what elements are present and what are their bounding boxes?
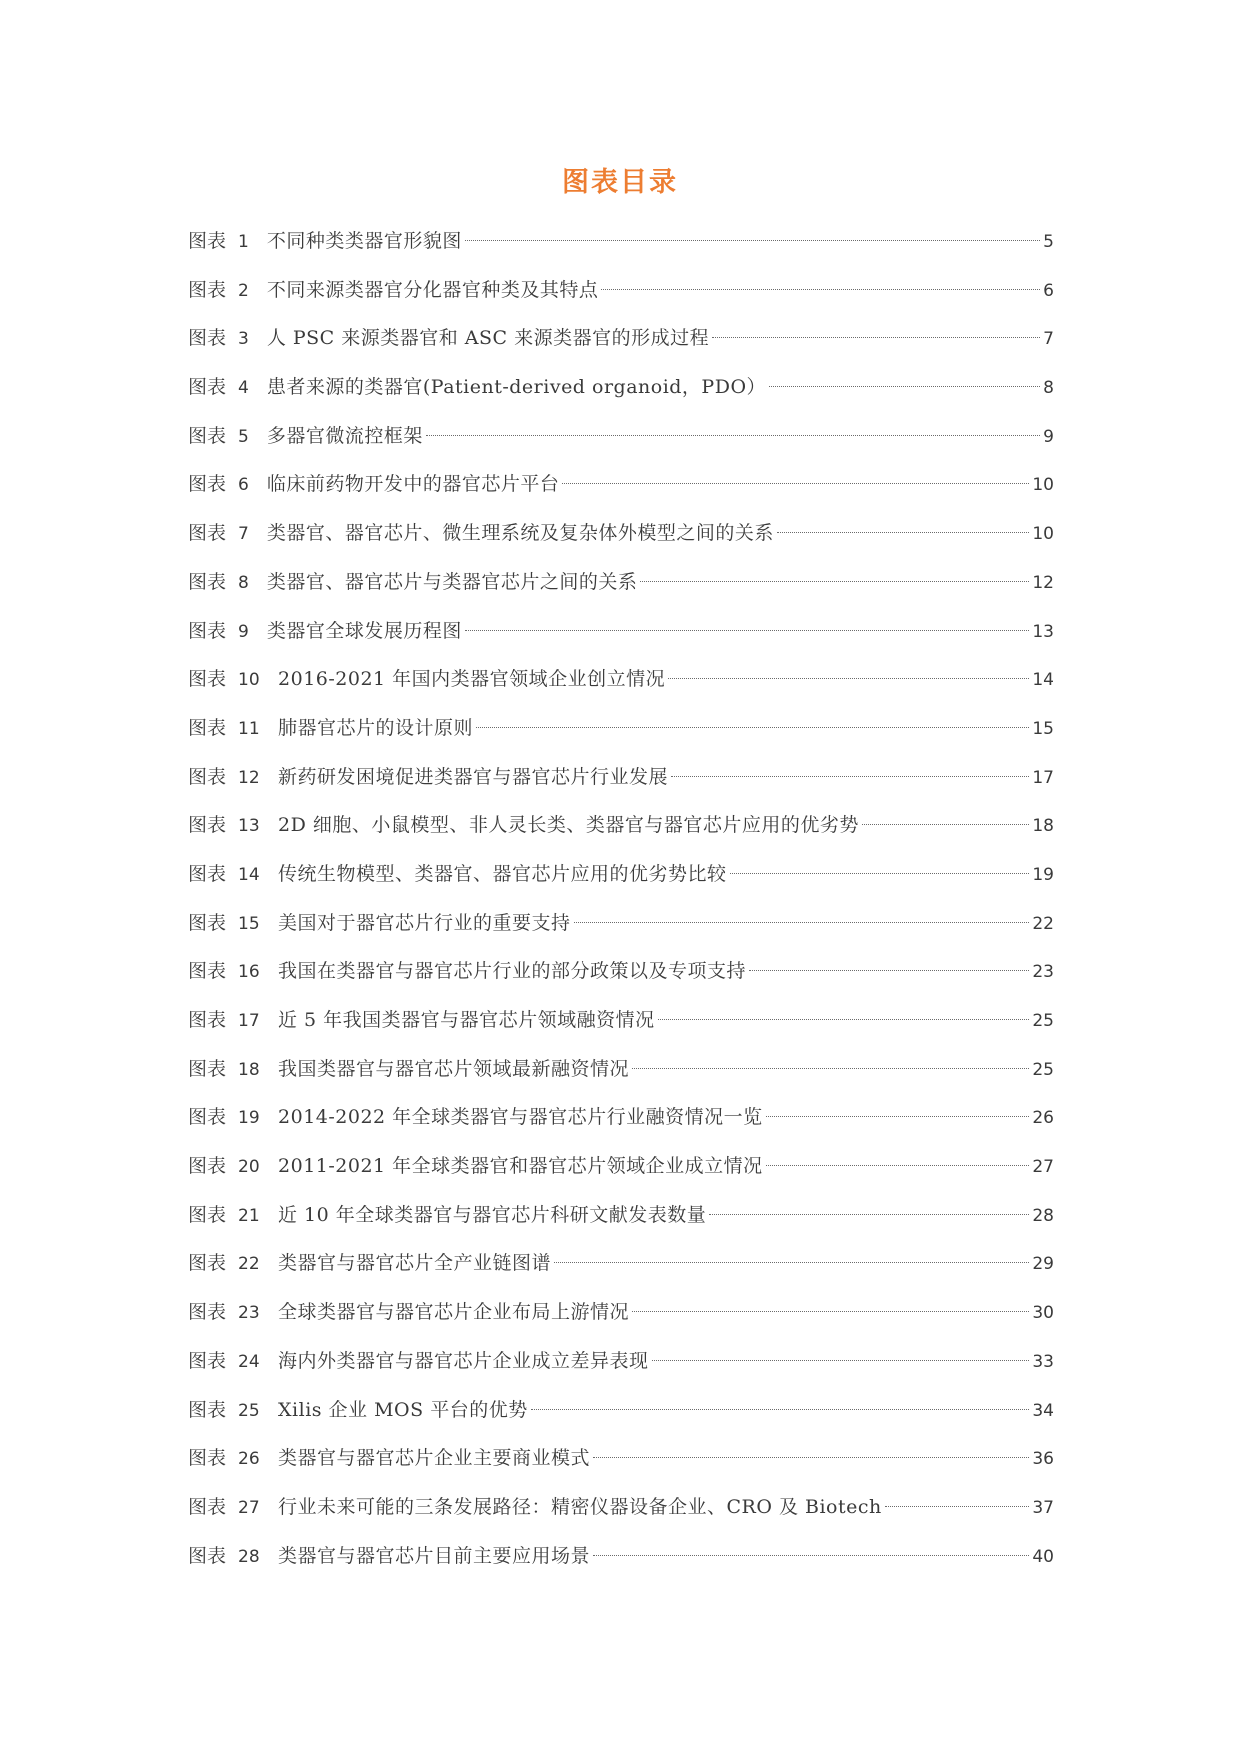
dot-leader — [730, 873, 1030, 874]
figure-number: 17 — [238, 1011, 260, 1031]
figure-number: 19 — [238, 1108, 260, 1129]
dot-leader — [709, 1214, 1029, 1215]
page-number[interactable]: 7 — [1043, 329, 1054, 350]
dot-leader — [632, 1068, 1029, 1069]
figure-label: 图表 — [188, 376, 227, 399]
toc-entry[interactable] — [188, 1191, 1054, 1240]
toc-entry[interactable] — [188, 1532, 1054, 1581]
figure-label: 图表 — [188, 1057, 227, 1080]
toc-entry[interactable] — [188, 1142, 1054, 1191]
figure-title[interactable]: 人 PSC 来源类器官和 ASC 来源类器官的形成过程 — [266, 327, 710, 350]
figure-title[interactable]: 新药研发困境促进类器官与器官芯片行业发展 — [278, 765, 669, 788]
figure-title[interactable]: 全球类器官与器官芯片企业布局上游情况 — [278, 1301, 630, 1324]
figure-number: 10 — [238, 670, 260, 691]
figure-number: 18 — [238, 1059, 260, 1080]
figure-number: 7 — [238, 524, 249, 545]
figure-title[interactable]: 类器官、器官芯片、微生理系统及复杂体外模型之间的关系 — [266, 522, 774, 545]
figure-title[interactable]: 多器官微流控框架 — [266, 424, 423, 447]
page-number[interactable]: 27 — [1032, 1157, 1054, 1178]
page-number[interactable]: 8 — [1043, 378, 1054, 399]
page-number[interactable]: 28 — [1032, 1205, 1054, 1226]
figure-number: 6 — [238, 475, 249, 496]
figure-title[interactable]: 临床前药物开发中的器官芯片平台 — [266, 473, 560, 496]
figure-number: 13 — [238, 816, 260, 837]
figure-number: 14 — [238, 864, 260, 885]
page-number[interactable]: 29 — [1032, 1254, 1054, 1275]
figure-label: 图表 — [188, 1009, 227, 1031]
figure-label: 图表 — [188, 1495, 227, 1518]
figure-number: 11 — [238, 718, 260, 739]
dot-leader — [749, 970, 1029, 971]
page-number[interactable]: 12 — [1032, 572, 1054, 593]
page-number[interactable]: 14 — [1032, 670, 1054, 691]
dot-leader — [601, 289, 1040, 290]
figure-label: 图表 — [188, 1203, 227, 1226]
toc-entry[interactable] — [188, 1288, 1054, 1337]
figure-number: 20 — [238, 1157, 260, 1178]
figure-number: 24 — [238, 1351, 260, 1372]
figure-title[interactable]: 不同种类类器官形貌图 — [266, 230, 462, 252]
figure-label: 图表 — [188, 862, 227, 885]
figure-number: 25 — [238, 1400, 260, 1421]
page-number[interactable]: 26 — [1032, 1108, 1054, 1129]
toc-entry[interactable] — [188, 607, 1054, 656]
dot-leader — [574, 922, 1030, 923]
figure-number: 23 — [238, 1303, 260, 1324]
figure-number: 2 — [238, 280, 249, 301]
figure-number: 15 — [238, 913, 260, 934]
figure-label: 图表 — [188, 814, 227, 837]
figure-label: 图表 — [188, 1544, 227, 1567]
page-number[interactable]: 6 — [1043, 280, 1054, 301]
toc-entry[interactable] — [188, 1386, 1054, 1435]
toc-entry[interactable] — [188, 1093, 1054, 1142]
page-number[interactable]: 30 — [1032, 1303, 1054, 1324]
page-number[interactable]: 22 — [1032, 913, 1054, 934]
figure-number: 12 — [238, 767, 260, 788]
toc-entry[interactable] — [188, 1337, 1054, 1386]
toc-entry[interactable] — [188, 412, 1054, 461]
page-number[interactable]: 33 — [1032, 1351, 1054, 1372]
figure-title[interactable]: 肺器官芯片的设计原则 — [278, 716, 474, 739]
toc-entry[interactable] — [188, 363, 1054, 412]
figure-number: 16 — [238, 962, 260, 983]
figure-number: 3 — [238, 329, 249, 350]
dot-leader — [712, 337, 1040, 338]
figure-label: 图表 — [188, 765, 227, 788]
dot-leader — [652, 1360, 1030, 1361]
figure-title[interactable]: 近 10 年全球类器官与器官芯片科研文献发表数量 — [278, 1203, 707, 1226]
dot-leader — [593, 1457, 1029, 1458]
dot-leader — [554, 1262, 1029, 1263]
dot-leader — [640, 581, 1029, 582]
toc-entry[interactable] — [188, 996, 1054, 1045]
figure-title[interactable]: 我国类器官与器官芯片领域最新融资情况 — [278, 1057, 630, 1080]
figure-title[interactable]: 类器官与器官芯片全产业链图谱 — [278, 1252, 552, 1275]
figure-label: 图表 — [188, 278, 227, 301]
figure-label: 图表 — [188, 1155, 227, 1178]
figure-title[interactable]: 2D 细胞、小鼠模型、非人灵长类、类器官与器官芯片应用的优劣势 — [278, 814, 859, 837]
toc-entry[interactable] — [188, 753, 1054, 802]
toc-entry[interactable] — [188, 1239, 1054, 1288]
dot-leader — [766, 1116, 1030, 1117]
toc-entry[interactable] — [188, 655, 1054, 704]
page-number[interactable]: 9 — [1043, 426, 1054, 447]
figure-label: 图表 — [188, 1447, 227, 1470]
figure-title[interactable]: 传统生物模型、类器官、器官芯片应用的优劣势比较 — [278, 862, 727, 885]
page-number[interactable]: 37 — [1032, 1497, 1054, 1518]
page-number[interactable]: 25 — [1032, 1011, 1054, 1031]
figure-label: 图表 — [188, 230, 227, 252]
figure-title[interactable]: Xilis 企业 MOS 平台的优势 — [278, 1398, 528, 1421]
figure-label: 图表 — [188, 668, 227, 691]
dot-leader — [885, 1506, 1030, 1507]
dot-leader — [632, 1311, 1029, 1312]
figure-title[interactable]: 美国对于器官芯片行业的重要支持 — [278, 911, 571, 934]
dot-leader — [777, 532, 1030, 533]
dot-leader — [862, 824, 1029, 825]
toc-entry[interactable] — [188, 266, 1054, 315]
page-number[interactable]: 18 — [1032, 816, 1054, 837]
page-number[interactable]: 5 — [1043, 232, 1054, 252]
figure-label: 图表 — [188, 1398, 227, 1421]
figure-label: 图表 — [188, 619, 227, 642]
page-number[interactable]: 15 — [1032, 718, 1054, 739]
figure-label: 图表 — [188, 570, 227, 593]
toc-entry[interactable] — [188, 801, 1054, 850]
page-number[interactable]: 23 — [1032, 962, 1054, 983]
figure-title[interactable]: 不同来源类器官分化器官种类及其特点 — [266, 278, 599, 301]
figure-title[interactable]: 海内外类器官与器官芯片企业成立差异表现 — [278, 1349, 649, 1372]
figure-label: 图表 — [188, 716, 227, 739]
figure-number: 8 — [238, 572, 249, 593]
figure-label: 图表 — [188, 911, 227, 934]
figure-label: 图表 — [188, 1252, 227, 1275]
figure-title[interactable]: 类器官与器官芯片目前主要应用场景 — [278, 1544, 591, 1567]
figure-title[interactable]: 类器官全球发展历程图 — [266, 619, 462, 642]
toc-entry[interactable] — [188, 509, 1054, 558]
toc-entry[interactable] — [188, 460, 1054, 509]
dot-leader — [531, 1409, 1030, 1410]
dot-leader — [593, 1555, 1029, 1556]
dot-leader — [668, 678, 1029, 679]
dot-leader — [658, 1019, 1030, 1020]
page-number[interactable]: 10 — [1032, 524, 1054, 545]
figure-title[interactable]: 2014-2022 年全球类器官与器官芯片行业融资情况一览 — [278, 1106, 763, 1129]
page-number[interactable]: 34 — [1032, 1400, 1054, 1421]
figure-title[interactable]: 我国在类器官与器官芯片行业的部分政策以及专项支持 — [278, 960, 747, 983]
figure-title[interactable]: 2016-2021 年国内类器官领域企业创立情况 — [278, 668, 666, 691]
figure-label: 图表 — [188, 424, 227, 447]
toc-entry[interactable] — [188, 314, 1054, 363]
toc-entry[interactable] — [188, 1045, 1054, 1094]
figure-number: 27 — [238, 1497, 260, 1518]
page-number[interactable]: 40 — [1032, 1546, 1054, 1567]
page-number[interactable]: 13 — [1032, 621, 1054, 642]
toc-entry[interactable] — [188, 217, 1054, 266]
figure-title[interactable]: 2011-2021 年全球类器官和器官芯片领域企业成立情况 — [278, 1155, 763, 1178]
toc-entry[interactable] — [188, 899, 1054, 948]
figure-number: 4 — [238, 378, 249, 399]
page-number[interactable]: 25 — [1032, 1059, 1054, 1080]
dot-leader — [426, 435, 1040, 436]
figure-number: 22 — [238, 1254, 260, 1275]
figure-label: 图表 — [188, 1301, 227, 1324]
figure-title[interactable]: 患者来源的类器官(Patient-derived organoid，PDO） — [266, 376, 767, 399]
figure-number: 5 — [238, 426, 249, 447]
figure-number: 21 — [238, 1205, 260, 1226]
toc-entry[interactable] — [188, 704, 1054, 753]
figure-label: 图表 — [188, 1106, 227, 1129]
dot-leader — [465, 630, 1030, 631]
figure-number: 26 — [238, 1449, 260, 1470]
dot-leader — [766, 1165, 1030, 1166]
page-number[interactable]: 17 — [1032, 767, 1054, 788]
dot-leader — [465, 240, 1040, 241]
dot-leader — [671, 776, 1029, 777]
figure-label: 图表 — [188, 473, 227, 496]
page-number[interactable]: 36 — [1032, 1449, 1054, 1470]
page-number[interactable]: 10 — [1032, 475, 1054, 496]
figure-label: 图表 — [188, 327, 227, 350]
figure-label: 图表 — [188, 1349, 227, 1372]
figure-title[interactable]: 类器官与器官芯片企业主要商业模式 — [278, 1447, 591, 1470]
toc-title: 图表目录 — [562, 167, 678, 198]
figure-label: 图表 — [188, 960, 227, 983]
toc-entry[interactable] — [188, 850, 1054, 899]
dot-leader — [769, 386, 1040, 387]
figure-number: 9 — [238, 621, 249, 642]
toc-list — [188, 217, 1054, 1580]
toc-entry[interactable] — [188, 558, 1054, 607]
toc-entry[interactable] — [188, 947, 1054, 996]
toc-entry[interactable] — [188, 1434, 1054, 1483]
page-number[interactable]: 19 — [1032, 864, 1054, 885]
toc-entry[interactable] — [188, 1483, 1054, 1532]
figure-label: 图表 — [188, 522, 227, 545]
dot-leader — [476, 727, 1029, 728]
figure-number: 1 — [238, 232, 249, 252]
dot-leader — [562, 483, 1029, 484]
figure-title[interactable]: 类器官、器官芯片与类器官芯片之间的关系 — [266, 570, 638, 593]
figure-title[interactable]: 近 5 年我国类器官与器官芯片领域融资情况 — [278, 1009, 655, 1031]
figure-title[interactable]: 行业未来可能的三条发展路径：精密仪器设备企业、CRO 及 Biotech — [278, 1495, 882, 1518]
figure-number: 28 — [238, 1546, 260, 1567]
